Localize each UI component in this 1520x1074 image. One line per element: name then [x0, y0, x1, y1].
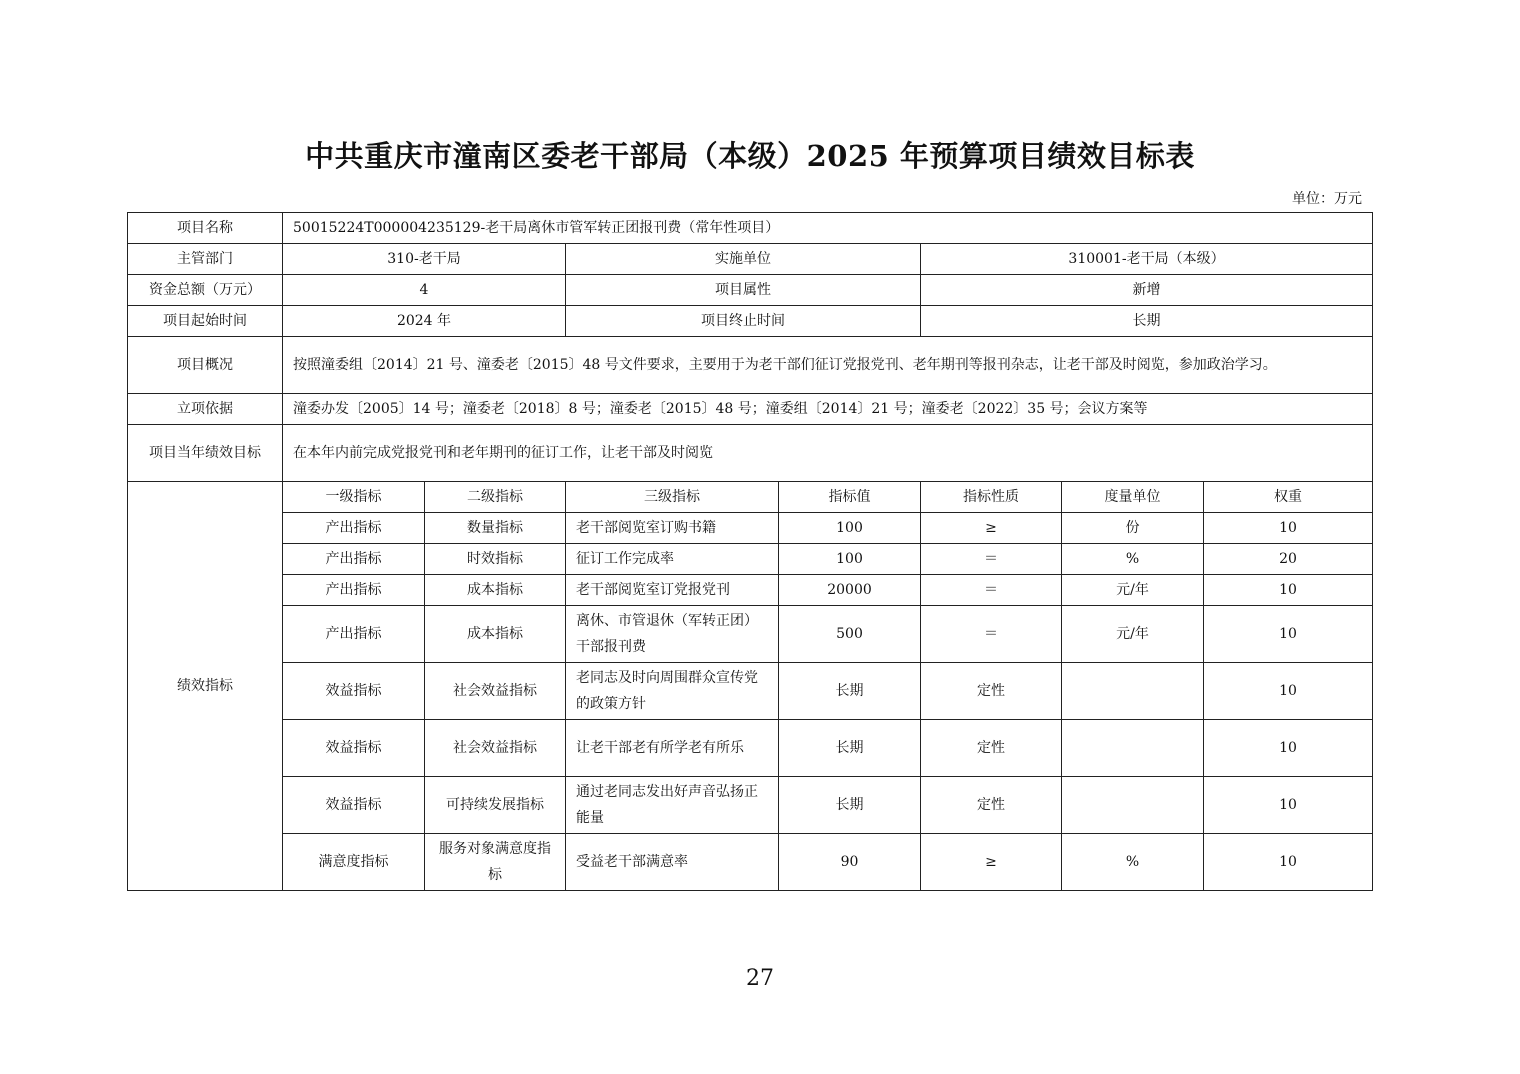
level2-cell: 时效指标 — [425, 544, 566, 575]
unit-cell: 元/年 — [1062, 575, 1204, 606]
dept-label: 主管部门 — [128, 244, 283, 275]
level1-cell: 效益指标 — [283, 777, 425, 834]
level1-cell: 产出指标 — [283, 606, 425, 663]
level3-cell: 征订工作完成率 — [566, 544, 779, 575]
level3-cell: 老同志及时向周围群众宣传党的政策方针 — [566, 663, 779, 720]
table-row — [128, 663, 1373, 720]
unit-label: 单位：万元 — [1292, 191, 1362, 207]
fund-value: 4 — [283, 275, 566, 306]
header-cell: 权重 — [1204, 482, 1373, 513]
nature-cell: ≥ — [921, 513, 1062, 544]
nature-cell: ≥ — [921, 834, 1062, 891]
table-row — [128, 606, 1373, 663]
value-cell: 100 — [779, 513, 921, 544]
nature-cell: 定性 — [921, 777, 1062, 834]
level2-cell: 数量指标 — [425, 513, 566, 544]
nature-cell: ＝ — [921, 544, 1062, 575]
basis-value: 潼委办发〔2005〕14 号；潼委老〔2018〕8 号；潼委老〔2015〕48 号；潼委组〔2014〕21 号；潼委老〔2022〕35 号；会议方案等 — [283, 394, 1373, 425]
level2-cell: 社会效益指标 — [425, 720, 566, 777]
level3-cell: 通过老同志发出好声音弘扬正能量 — [566, 777, 779, 834]
weight-cell: 10 — [1204, 606, 1373, 663]
header-cell: 一级指标 — [283, 482, 425, 513]
level1-cell: 产出指标 — [283, 513, 425, 544]
level3-cell: 受益老干部满意率 — [566, 834, 779, 891]
level2-cell: 社会效益指标 — [425, 663, 566, 720]
header-cell: 指标性质 — [921, 482, 1062, 513]
header-cell: 二级指标 — [425, 482, 566, 513]
unit-cell: % — [1062, 834, 1204, 891]
weight-cell: 20 — [1204, 544, 1373, 575]
level3-cell: 让老干部老有所学老有所乐 — [566, 720, 779, 777]
header-cell: 指标值 — [779, 482, 921, 513]
weight-cell: 10 — [1204, 777, 1373, 834]
level3-cell: 离休、市管退休（军转正团）干部报刊费 — [566, 606, 779, 663]
nature-cell: 定性 — [921, 663, 1062, 720]
impl-label: 实施单位 — [566, 244, 921, 275]
value-cell: 100 — [779, 544, 921, 575]
performance-target-table — [127, 212, 1373, 891]
nature-cell: 定性 — [921, 720, 1062, 777]
start-label: 项目起始时间 — [128, 306, 283, 337]
project-name-value: 50015224T000004235129-老干局离休市管军转正团报刊费（常年性项目） — [283, 213, 1373, 244]
weight-cell: 10 — [1204, 575, 1373, 606]
level2-cell: 服务对象满意度指标 — [425, 834, 566, 891]
table-row — [128, 834, 1373, 891]
value-cell: 500 — [779, 606, 921, 663]
header-cell: 三级指标 — [566, 482, 779, 513]
unit-cell: % — [1062, 544, 1204, 575]
value-cell: 长期 — [779, 720, 921, 777]
level2-cell: 成本指标 — [425, 575, 566, 606]
page-title: 中共重庆市潼南区委老干部局（本级）2025 年预算项目绩效目标表 — [305, 139, 1195, 173]
impl-value: 310001-老干局（本级） — [921, 244, 1373, 275]
level1-cell: 产出指标 — [283, 575, 425, 606]
page-number: 27 — [746, 966, 774, 991]
header-cell: 度量单位 — [1062, 482, 1204, 513]
unit-cell: 份 — [1062, 513, 1204, 544]
weight-cell: 10 — [1204, 720, 1373, 777]
attr-value: 新增 — [921, 275, 1373, 306]
table-row — [128, 544, 1373, 575]
overview-value: 按照潼委组〔2014〕21 号、潼委老〔2015〕48 号文件要求，主要用于为老干部们征订党报党刊、老年期刊等报刊杂志，让老干部及时阅览，参加政治学习。 — [283, 337, 1373, 394]
attr-label: 项目属性 — [566, 275, 921, 306]
level2-cell: 成本指标 — [425, 606, 566, 663]
table-row — [128, 720, 1373, 777]
value-cell: 90 — [779, 834, 921, 891]
unit-cell: 元/年 — [1062, 606, 1204, 663]
table-row — [128, 777, 1373, 834]
table-row — [128, 575, 1373, 606]
level3-cell: 老干部阅览室订党报党刊 — [566, 575, 779, 606]
value-cell: 20000 — [779, 575, 921, 606]
goal-value: 在本年内前完成党报党刊和老年期刊的征订工作，让老干部及时阅览 — [283, 425, 1373, 482]
basis-label: 立项依据 — [128, 394, 283, 425]
weight-cell: 10 — [1204, 663, 1373, 720]
table-row — [128, 513, 1373, 544]
project-name-label: 项目名称 — [128, 213, 283, 244]
level3-cell: 老干部阅览室订购书籍 — [566, 513, 779, 544]
level1-cell: 产出指标 — [283, 544, 425, 575]
dept-value: 310-老干局 — [283, 244, 566, 275]
level2-cell: 可持续发展指标 — [425, 777, 566, 834]
level1-cell: 满意度指标 — [283, 834, 425, 891]
value-cell: 长期 — [779, 777, 921, 834]
nature-cell: ＝ — [921, 606, 1062, 663]
start-value: 2024 年 — [283, 306, 566, 337]
weight-cell: 10 — [1204, 834, 1373, 891]
fund-label: 资金总额（万元） — [128, 275, 283, 306]
unit-cell — [1062, 720, 1204, 777]
value-cell: 长期 — [779, 663, 921, 720]
goal-label: 项目当年绩效目标 — [128, 425, 283, 482]
unit-cell — [1062, 777, 1204, 834]
nature-cell: ＝ — [921, 575, 1062, 606]
end-value: 长期 — [921, 306, 1373, 337]
unit-cell — [1062, 663, 1204, 720]
end-label: 项目终止时间 — [566, 306, 921, 337]
indicators-section-label: 绩效指标 — [128, 482, 283, 891]
overview-label: 项目概况 — [128, 337, 283, 394]
level1-cell: 效益指标 — [283, 663, 425, 720]
weight-cell: 10 — [1204, 513, 1373, 544]
level1-cell: 效益指标 — [283, 720, 425, 777]
